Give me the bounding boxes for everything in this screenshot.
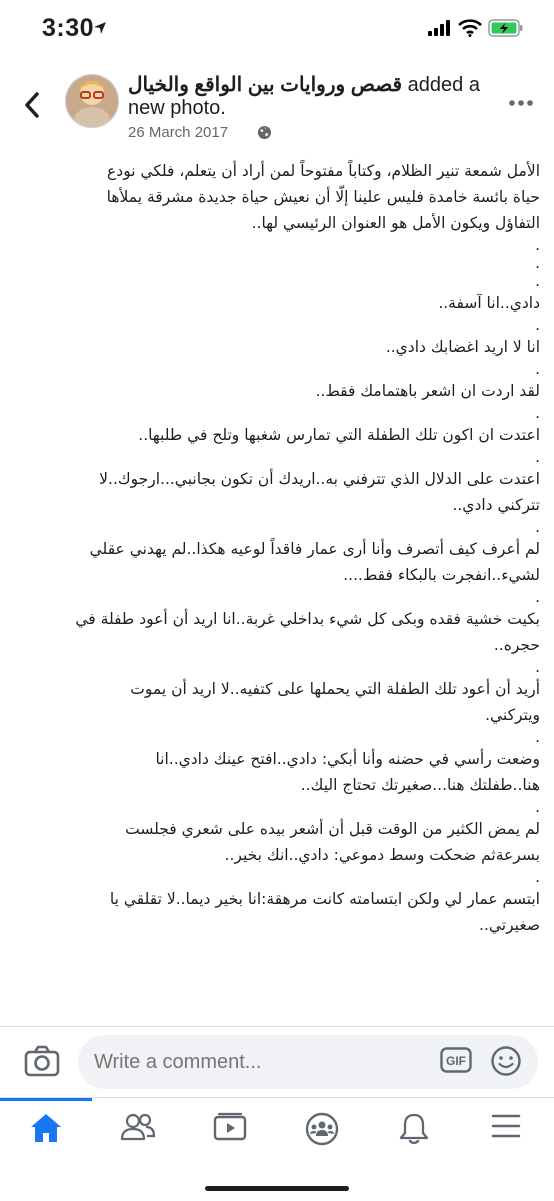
post-text-line: لشيء..انفجرت بالبكاء فقط....	[343, 566, 540, 584]
post-separator-dot: .	[535, 658, 540, 676]
post-separator-dot: .	[535, 868, 540, 886]
post-separator-dot: .	[535, 236, 540, 254]
post-separator-dot: .	[535, 360, 540, 378]
post-separator-dot: .	[535, 404, 540, 422]
post-text-line: حياة بائسة خامدة فليس علينا إلّا أن نعيش حياة جديدة مشرقة يملأها	[106, 188, 540, 206]
chevron-left-icon[interactable]	[20, 90, 44, 120]
post-text-line: تتركني دادي..	[452, 496, 540, 514]
avatar[interactable]	[65, 74, 119, 128]
watch-icon	[213, 1112, 247, 1142]
notifications-icon	[398, 1112, 430, 1146]
home-icon	[29, 1112, 63, 1144]
post-separator-dot: .	[535, 316, 540, 334]
comment-bar	[0, 1026, 554, 1097]
post-text-line: اعتدت ان اكون تلك الطفلة التي تمارس شغبها وتلح في طلبها..	[138, 426, 540, 444]
post-date[interactable]: 26 March 2017	[128, 124, 229, 141]
svg-text:GIF: GIF	[446, 1054, 466, 1068]
post-text-line: لم أعرف كيف أتصرف وأنا أرى عمار فاقداً لوعيه هكذا..لم يهدني عقلي	[89, 540, 540, 558]
post-action: added a new photo.	[128, 74, 480, 119]
post-text-line: حجره..	[493, 636, 540, 654]
tab-friends[interactable]	[92, 1098, 184, 1158]
groups-icon	[305, 1112, 339, 1146]
post-separator-dot: .	[535, 254, 540, 272]
battery-icon	[488, 19, 524, 37]
post-header	[0, 62, 554, 152]
gif-icon[interactable]	[440, 1047, 472, 1073]
post-separator-dot: .	[535, 448, 540, 466]
post-separator-dot: .	[535, 798, 540, 816]
post-text-line: لم يمض الكثير من الوقت قبل أن أشعر بيده على شعري فجلست	[125, 820, 540, 838]
post-body	[14, 158, 540, 1020]
avatar-image	[66, 75, 118, 127]
emoji-icon[interactable]	[490, 1045, 522, 1077]
post-text-line: التفاؤل ويكون الأمل هو العنوان الرئيسي لها..	[251, 214, 540, 232]
location-arrow-icon	[93, 21, 107, 35]
friends-icon	[120, 1112, 156, 1142]
post-text-line: الأمل شمعة تنير الظلام، وكتاباً مفتوحاً لمن أراد أن يتعلم، فلكي نودع	[107, 162, 540, 180]
status-time: 3:30	[42, 14, 95, 42]
post-text-line: لقد اردت ان اشعر باهتمامك فقط..	[315, 382, 540, 400]
post-text-line: بسرعةثم ضحكت وسط دموعي: دادي..انك بخير..	[224, 846, 540, 864]
post-separator-dot: .	[535, 728, 540, 746]
post-text-line: ابتسم عمار لي ولكن ابتسامته كانت مرهقة:انا بخير ديما..لا تقلقي يا	[109, 890, 540, 908]
globe-icon	[257, 125, 272, 140]
post-text-line: صغيرتي..	[479, 916, 540, 934]
post-text-line: اعتدت على الدلال الذي تترفني به..اريدك أن تكون بجانبي...ارجوك..لا	[99, 470, 540, 488]
tab-notifications[interactable]	[368, 1098, 460, 1158]
post-text-line: دادي..انا آسفة..	[438, 294, 540, 312]
post-text-line: انا لا اريد اغضابك دادي..	[385, 338, 540, 356]
signal-icon	[428, 20, 452, 36]
post-separator-dot: .	[535, 518, 540, 536]
author-name[interactable]: قصص وروايات بين الواقع والخيال	[128, 74, 403, 96]
active-tab-indicator	[0, 1098, 92, 1101]
tab-home[interactable]	[0, 1098, 92, 1158]
camera-icon[interactable]	[24, 1044, 60, 1078]
post-text-line: ويتركني.	[485, 706, 540, 724]
status-bar	[0, 0, 554, 58]
tab-watch[interactable]	[184, 1098, 276, 1158]
post-author-line	[128, 74, 488, 120]
post-separator-dot: .	[535, 272, 540, 290]
home-indicator	[205, 1186, 349, 1191]
post-text-line: بكيت خشية فقده وبكى كل شيء بداخلي غربة..انا اريد أن أعود طفلة في	[75, 610, 540, 628]
post-text-line: أريد أن أعود تلك الطفلة التي يحملها على كتفيه..لا اريد أن يموت	[130, 680, 540, 698]
wifi-icon	[458, 19, 482, 37]
menu-icon	[490, 1112, 522, 1140]
post-separator-dot: .	[535, 588, 540, 606]
tab-groups[interactable]	[276, 1098, 368, 1158]
post-text-line: وضعت رأسي في حضنه وأنا أبكي: دادي..افتح عينك دادي..انا	[155, 750, 540, 768]
more-dots-icon[interactable]	[508, 98, 534, 108]
tab-menu[interactable]	[460, 1098, 552, 1158]
post-text-line: هنا..طفلتك هنا...صغيرتك تحتاج اليك..	[300, 776, 540, 794]
